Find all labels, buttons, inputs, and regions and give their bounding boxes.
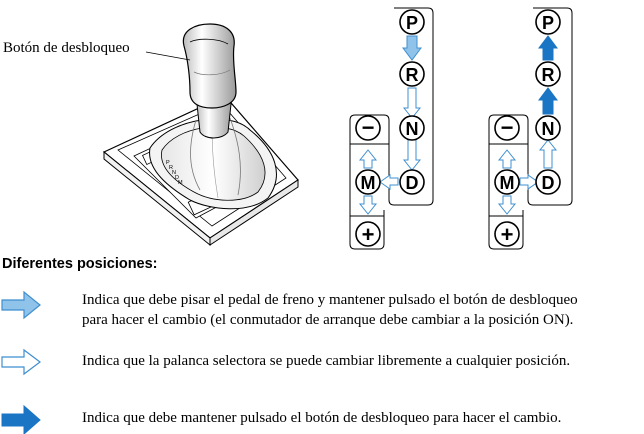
legend-shaded-arrow-icon bbox=[2, 292, 40, 318]
legend-text-line: Indica que debe pisar el pedal de freno y mantener pulsado el botón de desbloqueo bbox=[82, 292, 578, 308]
legend-solid-arrow-icon bbox=[2, 406, 40, 434]
legend-text-line: para hacer el cambio (el conmutador de arranque debe cambiar a la posición ON). bbox=[82, 312, 574, 328]
outline-arrow bbox=[499, 196, 515, 214]
gear-d: D bbox=[405, 173, 419, 193]
solid-arrow bbox=[539, 88, 557, 114]
console-letter: M bbox=[178, 180, 183, 186]
legend-text-line: Indica que la palanca selectora se puede cambiar libremente a cualquier posición. bbox=[82, 353, 571, 369]
legend-item-outline bbox=[82, 351, 570, 371]
gear-r: R bbox=[405, 65, 419, 85]
gear-m: M bbox=[499, 173, 515, 193]
gear-shifter-illustration bbox=[104, 24, 298, 245]
outline-arrow bbox=[540, 140, 556, 168]
outline-arrow bbox=[380, 175, 398, 189]
unlock-leader-line bbox=[146, 52, 190, 60]
gear-p: P bbox=[541, 13, 555, 33]
gear-n: N bbox=[405, 119, 419, 139]
solid-arrow bbox=[539, 36, 557, 60]
gear-gate-diagram-2 bbox=[489, 8, 572, 249]
gear-minus: − bbox=[361, 115, 375, 140]
console-letter: D bbox=[175, 175, 179, 181]
gear-m: M bbox=[360, 173, 376, 193]
console-letter: P bbox=[166, 160, 170, 166]
gear-minus: − bbox=[500, 115, 514, 140]
console-letter: R bbox=[169, 165, 173, 171]
gear-d: D bbox=[541, 173, 555, 193]
legend-item-solid bbox=[82, 408, 561, 428]
outline-arrow bbox=[404, 140, 420, 170]
unlock-button-label: Botón de desbloqueo bbox=[3, 40, 130, 56]
legend-text-line: Indica que debe mantener pulsado el botón de desbloqueo para hacer el cambio. bbox=[82, 410, 562, 426]
outline-arrow bbox=[499, 150, 515, 168]
gear-plus: + bbox=[361, 222, 375, 247]
gear-n: N bbox=[541, 119, 555, 139]
gear-r: R bbox=[541, 65, 555, 85]
shaded-arrow bbox=[403, 36, 421, 60]
legend-outline-arrow-icon bbox=[2, 350, 40, 374]
outline-arrow bbox=[360, 150, 376, 168]
outline-arrow bbox=[404, 88, 420, 118]
console-letter: N bbox=[172, 170, 176, 176]
legend-item-shaded bbox=[82, 290, 578, 330]
gear-p: P bbox=[405, 13, 419, 33]
section-heading: Diferentes posiciones: bbox=[2, 256, 158, 272]
gear-gate-diagram-1 bbox=[350, 8, 433, 249]
outline-arrow bbox=[360, 196, 376, 214]
gear-plus: + bbox=[500, 222, 514, 247]
